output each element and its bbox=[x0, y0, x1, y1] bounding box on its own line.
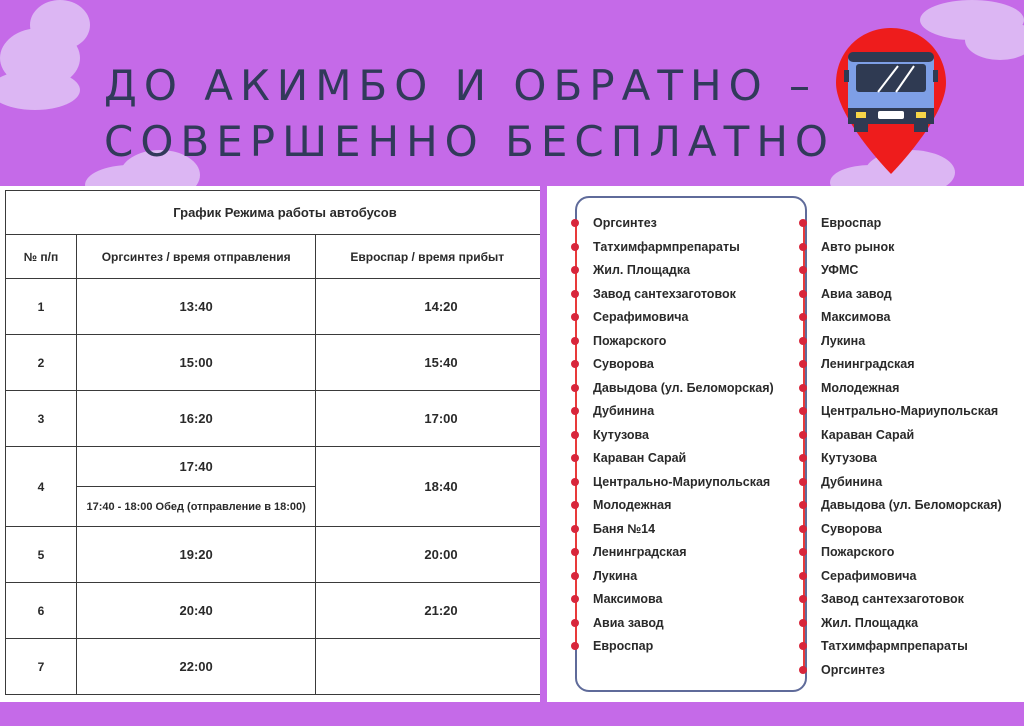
stop-dot-icon bbox=[571, 501, 579, 509]
route-stop bbox=[803, 449, 1002, 473]
route-stop bbox=[803, 332, 1002, 356]
stop-dot-icon bbox=[799, 360, 807, 368]
stop-label: Оргсинтез bbox=[821, 662, 885, 677]
stop-label: Татхимфармпрепараты bbox=[821, 639, 968, 653]
stop-dot-icon bbox=[571, 360, 579, 368]
route-stop bbox=[803, 238, 1002, 262]
stop-dot-icon bbox=[571, 337, 579, 345]
row-num: 4 bbox=[6, 447, 77, 527]
stop-dot-icon bbox=[571, 572, 579, 580]
row-depart: 20:40 bbox=[76, 583, 315, 639]
row-depart: 15:00 bbox=[76, 335, 315, 391]
row-arrive: 15:40 bbox=[316, 335, 540, 391]
header-depart: Оргсинтез / время отправления bbox=[76, 235, 315, 279]
stop-dot-icon bbox=[571, 313, 579, 321]
route-stop bbox=[803, 567, 1002, 591]
stop-label: Давыдова (ул. Беломорская) bbox=[593, 380, 774, 395]
route-stop bbox=[803, 308, 1002, 332]
route-stop bbox=[803, 661, 1002, 685]
stop-label: Центрально-Мариупольская bbox=[593, 474, 771, 489]
stop-label: Караван Сарай bbox=[593, 451, 687, 465]
stop-label: Молодежная bbox=[593, 498, 672, 512]
row-arrive: 20:00 bbox=[316, 527, 540, 583]
stop-label: Пожарского bbox=[821, 545, 895, 559]
stop-label: Жил. Площадка bbox=[821, 615, 919, 630]
stop-label: Серафимовича bbox=[593, 310, 689, 324]
stop-dot-icon bbox=[571, 619, 579, 627]
route-stop bbox=[575, 332, 774, 356]
stop-label: Давыдова (ул. Беломорская) bbox=[821, 498, 1002, 512]
stop-dot-icon bbox=[799, 337, 807, 345]
stop-label: Караван Сарай bbox=[821, 427, 915, 442]
stop-dot-icon bbox=[571, 595, 579, 603]
row-num: 6 bbox=[6, 583, 77, 639]
stop-label: Татхимфармпрепараты bbox=[593, 239, 740, 254]
stop-label: Молодежная bbox=[821, 380, 900, 395]
stop-label: Лукина bbox=[593, 568, 638, 583]
route-stop bbox=[575, 285, 774, 309]
stop-label: Суворова bbox=[821, 521, 882, 536]
title-line-2: СОВЕРШЕННО БЕСПЛАТНО bbox=[104, 117, 835, 166]
bus-location-pin-icon bbox=[832, 26, 950, 176]
stop-label: Максимова bbox=[593, 592, 663, 606]
stop-label: Максимова bbox=[821, 310, 891, 324]
stop-dot-icon bbox=[799, 431, 807, 439]
stop-dot-icon bbox=[799, 290, 807, 298]
route-stop bbox=[575, 473, 774, 497]
row-num: 7 bbox=[6, 639, 77, 695]
stop-dot-icon bbox=[799, 501, 807, 509]
stop-dot-icon bbox=[799, 313, 807, 321]
row-num: 2 bbox=[6, 335, 77, 391]
stop-dot-icon bbox=[571, 478, 579, 486]
route-stop bbox=[575, 402, 774, 426]
stop-dot-icon bbox=[799, 595, 807, 603]
stop-dot-icon bbox=[799, 619, 807, 627]
route-stop bbox=[575, 496, 774, 520]
cloud-decoration bbox=[30, 0, 90, 50]
route-stop bbox=[575, 308, 774, 332]
route-backward-list bbox=[803, 214, 1002, 684]
stop-label: Авто рынок bbox=[821, 239, 895, 254]
route-stop bbox=[575, 426, 774, 450]
row-arrive bbox=[316, 639, 540, 695]
stop-dot-icon bbox=[571, 431, 579, 439]
route-stop bbox=[575, 590, 774, 614]
row-depart: 16:20 bbox=[76, 391, 315, 447]
stop-dot-icon bbox=[799, 384, 807, 392]
route-stop bbox=[803, 637, 1002, 661]
stop-label: Кутузова bbox=[593, 427, 649, 442]
stop-dot-icon bbox=[799, 666, 807, 674]
stop-label: Баня №14 bbox=[593, 521, 656, 536]
route-stop bbox=[803, 520, 1002, 544]
stop-dot-icon bbox=[571, 407, 579, 415]
stop-dot-icon bbox=[799, 525, 807, 533]
schedule-table bbox=[5, 190, 540, 695]
route-stop bbox=[575, 637, 774, 661]
route-stop bbox=[575, 355, 774, 379]
stop-label: УФМС bbox=[821, 263, 859, 277]
page-title bbox=[104, 58, 835, 170]
route-stop bbox=[803, 543, 1002, 567]
row-arrive: 18:40 bbox=[316, 447, 540, 527]
route-stop bbox=[575, 567, 774, 591]
row-arrive: 14:20 bbox=[316, 279, 540, 335]
row-depart: 17:40 bbox=[76, 447, 315, 487]
row-depart: 19:20 bbox=[76, 527, 315, 583]
stop-label: Пожарского bbox=[593, 333, 667, 348]
stop-dot-icon bbox=[571, 548, 579, 556]
row-depart: 22:00 bbox=[76, 639, 315, 695]
stop-label: Евроспар bbox=[593, 639, 654, 653]
title-line-1: ДО АКИМБО И ОБРАТНО – bbox=[104, 61, 817, 110]
stop-dot-icon bbox=[799, 548, 807, 556]
stop-dot-icon bbox=[799, 219, 807, 227]
stop-label: Жил. Площадка bbox=[593, 263, 691, 277]
stop-label: Лукина bbox=[821, 333, 866, 348]
stop-dot-icon bbox=[799, 243, 807, 251]
route-stop bbox=[803, 402, 1002, 426]
stop-dot-icon bbox=[799, 642, 807, 650]
stop-dot-icon bbox=[571, 219, 579, 227]
route-stop bbox=[803, 355, 1002, 379]
stop-label: Оргсинтез bbox=[593, 216, 657, 230]
row-num: 1 bbox=[6, 279, 77, 335]
stop-dot-icon bbox=[571, 266, 579, 274]
stop-label: Серафимовича bbox=[821, 568, 917, 583]
stop-label: Завод сантехзаготовок bbox=[593, 286, 736, 301]
route-forward-list bbox=[575, 214, 774, 661]
route-stop bbox=[575, 379, 774, 403]
route-stop bbox=[575, 449, 774, 473]
route-stop bbox=[803, 379, 1002, 403]
header-num: № п/п bbox=[6, 235, 77, 279]
stop-label: Авиа завод bbox=[821, 286, 892, 301]
lunch-break-note: 17:40 - 18:00 Обед (отправление в 18:00) bbox=[76, 487, 315, 527]
schedule-panel bbox=[0, 186, 540, 702]
row-arrive: 21:20 bbox=[316, 583, 540, 639]
cloud-decoration bbox=[0, 70, 80, 110]
stop-dot-icon bbox=[571, 384, 579, 392]
stop-label: Дубинина bbox=[593, 404, 655, 418]
stop-dot-icon bbox=[571, 243, 579, 251]
row-depart: 13:40 bbox=[76, 279, 315, 335]
row-num: 5 bbox=[6, 527, 77, 583]
route-stop bbox=[575, 520, 774, 544]
bottom-bar bbox=[0, 702, 1024, 726]
stop-label: Авиа завод bbox=[593, 615, 664, 630]
stop-dot-icon bbox=[799, 478, 807, 486]
route-stop bbox=[575, 261, 774, 285]
header-arrive: Евроспар / время прибыт bbox=[316, 235, 540, 279]
stop-label: Завод сантехзаготовок bbox=[821, 592, 964, 606]
stop-dot-icon bbox=[571, 290, 579, 298]
stop-dot-icon bbox=[799, 454, 807, 462]
route-stop bbox=[575, 238, 774, 262]
stop-dot-icon bbox=[571, 525, 579, 533]
table-caption: График Режима работы автобусов bbox=[6, 191, 541, 235]
route-stop bbox=[803, 614, 1002, 638]
route-stop bbox=[575, 614, 774, 638]
stop-label: Ленинградская bbox=[821, 357, 915, 371]
route-panel bbox=[547, 186, 1024, 702]
stop-dot-icon bbox=[571, 454, 579, 462]
stop-dot-icon bbox=[799, 407, 807, 415]
route-stop bbox=[803, 473, 1002, 497]
stop-label: Евроспар bbox=[821, 216, 882, 230]
route-stop bbox=[575, 214, 774, 238]
stop-dot-icon bbox=[799, 572, 807, 580]
stop-label: Ленинградская bbox=[593, 545, 687, 559]
cloud-decoration bbox=[965, 20, 1024, 60]
stop-label: Центрально-Мариупольская bbox=[821, 404, 999, 418]
route-stop bbox=[803, 590, 1002, 614]
stop-dot-icon bbox=[571, 642, 579, 650]
stop-label: Кутузова bbox=[821, 451, 877, 465]
stop-label: Дубинина bbox=[821, 474, 883, 489]
route-stop bbox=[803, 496, 1002, 520]
row-arrive: 17:00 bbox=[316, 391, 540, 447]
route-stop bbox=[803, 214, 1002, 238]
stop-label: Суворова bbox=[593, 357, 654, 371]
route-stop bbox=[803, 285, 1002, 309]
route-stop bbox=[803, 426, 1002, 450]
route-stop bbox=[803, 261, 1002, 285]
row-num: 3 bbox=[6, 391, 77, 447]
route-stop bbox=[575, 543, 774, 567]
stop-dot-icon bbox=[799, 266, 807, 274]
